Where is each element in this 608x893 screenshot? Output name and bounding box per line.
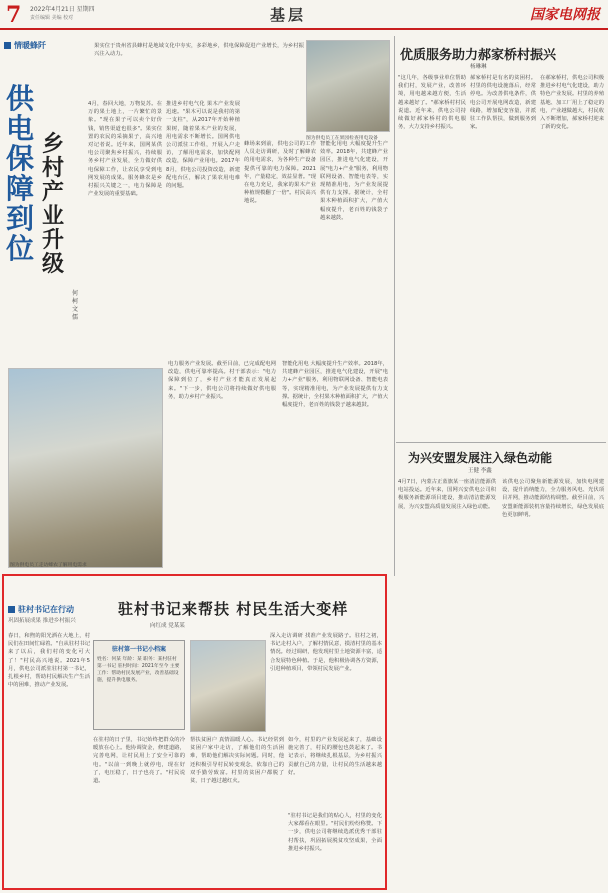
column-divider xyxy=(394,36,395,576)
article-photo xyxy=(306,40,390,132)
article-column: "驻村书记是我们的贴心人，村里的变化大家都看在眼里。"村民们纷纷称赞。下一步，供电公司将继续选派优秀干部驻村帮扶，巩固拓展脱贫攻坚成果，全面推进乡村振兴。 xyxy=(288,813,382,852)
article-column: 4月，春回大地，万物复苏。在万的果土地上，一片繁忙的景象。"现在果子可以卖个好价钱，销售渠道也很多"。果实位置的农民的采摘果子，高兴地对记者说。近年来，国网某供电公司聚焦乡村振兴，持续服务乡村产业发展，全力做好供电保障工作，让农民享受到电网发展的成果。服务蜂农是乡村振兴关键之一，电力保障是产业发展的重要基础。 xyxy=(88,101,162,198)
editor-info: 责任编辑 美编 校对 xyxy=(30,15,74,21)
issue-date: 2022年4月21日 星期四 xyxy=(30,6,95,13)
article-column: 春日，和煦的阳光洒在大地上，村民们在田间忙碌着。"自从驻村书记来了以后，我们村的变化可大了！"村民高兴地说。2021年5月，供电公司派驻驻村第一书记，扎根乡村，帮助村民解决生产生活中的困难，推动产业发展。 xyxy=(8,633,90,689)
byline: 向红成 党某某 xyxy=(150,623,185,629)
section-divider xyxy=(396,442,606,443)
article-photo xyxy=(190,640,266,732)
article-column: 郝家桥村是有名的贫困村。村里的供电设施落后，经常停电。为改善供电条件，供电公司开展电网改造，新建线路，增加配变容量，并派驻工作队帮扶，做到服务到家。 xyxy=(470,75,536,131)
column-label: 驻村书记在行动 xyxy=(8,604,74,615)
article-column: 智能化用电 大幅度提升生产效率。2018年，共建蜂产业园区，推进电气化建设，开展"电力+产业"服务，利用物联网设备、智能电表等，实现精准用电，为产业发展提供有力支撑。据统计，全村果木种植面积扩大，产值大幅度提升，老百姓的钱袋子越来越鼓。 xyxy=(282,361,388,409)
profile-box-title: 驻村第一书记小档案 xyxy=(111,646,166,653)
article-column: 帮扶贫困户 真情温暖人心。书记经常到贫困户家中走访，了解他们的生活困难，帮助他们解决实际问题。同时，他还积极引导村民转变观念，依靠自己的双手勤劳致富。村里的贫困户都脱了贫，日子越过越红火。 xyxy=(190,737,284,785)
article-column: 智能化用电 大幅度提升生产效率。2018年，共建蜂产业园区，推进电气化建设，开展"电力+产业"服务，利用物联网设备、智能电表等，实现精准用电，为产业发展提供有力支撑。据统计，全村果木种植面积扩大，产值大幅度提升，老百姓的钱袋子越来越鼓。 xyxy=(320,141,388,221)
byline: 王健 李鑫 xyxy=(468,468,492,474)
article-headline: 为兴安盟发展注入绿色动能 xyxy=(408,451,553,465)
square-icon xyxy=(4,42,11,49)
article-photo xyxy=(8,368,163,568)
byline: 何柯 文儒 xyxy=(72,290,79,321)
article-column: 推进乡村电气化 果木产业发展迅速。"果木可以说是我村的第一支柱"，从2017年开始种植果树，随着果木产业的发展，用电需求不断增长。国网供电公司派驻工作组，开展入户走访，了解用电需求，加快配网改造，保障产业用电。2017年8月，供电公司投资改造，新建配电台区，解决了果农用电难的问题。 xyxy=(166,101,240,190)
byline: 杨琳琳 xyxy=(470,64,487,70)
article-column: 电力服务产业发展。截至目前，已完成配电网改造，供电可靠率提高。村干部表示："电力保障到位了，乡村产业才能真正发展起来。"下一步，供电公司将持续做好供电服务，助力乡村产业振兴。 xyxy=(168,361,276,400)
article-column: 在郝家桥村，供电公司积极推进乡村电气化建设，助力特色产业发展。村里的养殖基地、加工厂用上了稳定的电，产业越做越大，村民收入不断增加，郝家桥村迎来了新的变化。 xyxy=(540,75,604,131)
column-sublabel: 巩固拓展成果 推进乡村振兴 xyxy=(8,618,76,624)
article-headline: 优质服务助力郝家桥村振兴 xyxy=(400,48,557,63)
article-column: "这几年，各级事业单位帮助我们村，发展产业，改善环境，用电越来越方便，生活越来越好了。"郝家桥村村民说道。近年来，供电公司持续做好郝家桥村的供电服务，大力支持乡村振兴。 xyxy=(398,75,466,131)
page-number: 7 xyxy=(6,2,22,28)
article-headline: 驻村书记来帮扶 村民生活大变样 xyxy=(118,600,349,618)
section-title: 基层 xyxy=(270,6,307,24)
headline-secondary: 乡村产业升级 xyxy=(42,131,65,277)
profile-box-text: 姓名：何某 年龄：某 职务：某村驻村第一书记 驻村时间：2021年至今 主要工作：帮助村民发展产业，改善基础设施，提升供电服务。 xyxy=(97,657,180,683)
article-column: 蜂场来到前，供电公司的工作人员走访调研，及时了解蜂农的用电需求，为各种生产设备提供可靠的电力保障。2021年，产量稳定，效益显著。"现在电力充足，我家的果木产业种植规模翻了一倍"。村民高兴地说。 xyxy=(244,141,316,205)
article-lead: 果实位于贵州省县蜂村是地域文化中夯实，多彩地乡，供电保障促进产业增长，为乡村振兴注入动力。 xyxy=(94,43,304,58)
article-column: 如今，村里的产业发展起来了，基础设施完善了，村民的腰包也鼓起来了。书记表示，将继续扎根基层，为乡村振兴贡献自己的力量，让村民的生活越来越好。 xyxy=(288,737,382,776)
newspaper-logo: 国家电网报 xyxy=(530,7,600,23)
column-label: 情暖蜂阡 xyxy=(4,40,90,54)
article-column: 在驻村的日子里，书记始终把群众的冷暖放在心上。他协调资金，修建道路，完善电网，让村民用上了安全可靠的电。"以前一到晚上就停电，现在好了，电压稳了，日子也亮了。"村民说道。 xyxy=(93,737,185,785)
article-column: 4月7日，内蒙古正蓝旗某一座清洁能源供电站投运。近年来，国网兴安供电公司积极服务新能源项目建设，推动清洁能源发展，为兴安盟高质量发展注入绿色动能。 xyxy=(398,479,496,510)
square-icon xyxy=(8,606,15,613)
headline-main: 供电保障到位 xyxy=(6,82,35,265)
article-column: 该供电公司聚焦新能源发展，加快电网建设，提升消纳能力，全力服务风电、光伏项目并网，推动能源结构调整。截至目前，兴安盟新能源装机容量持续增长，绿色发展底色更加鲜明。 xyxy=(502,479,604,518)
profile-box xyxy=(93,640,185,730)
photo-caption: 图为供电员工在果园检查用电设备 xyxy=(306,136,378,141)
article-column: 深入走访调研 找准产业发展路子。驻村之初，书记走村入户，了解村情民意，摸清村里的基本情况。经过调研，他发现村里土地资源丰富，适合发展特色种植。于是，他积极协调各方资源，引进种植项目，带领村民发展产业。 xyxy=(270,633,382,672)
photo-caption: 图为供电员工走访蜂农了解用电需求 xyxy=(10,563,87,568)
page-header xyxy=(0,0,608,30)
